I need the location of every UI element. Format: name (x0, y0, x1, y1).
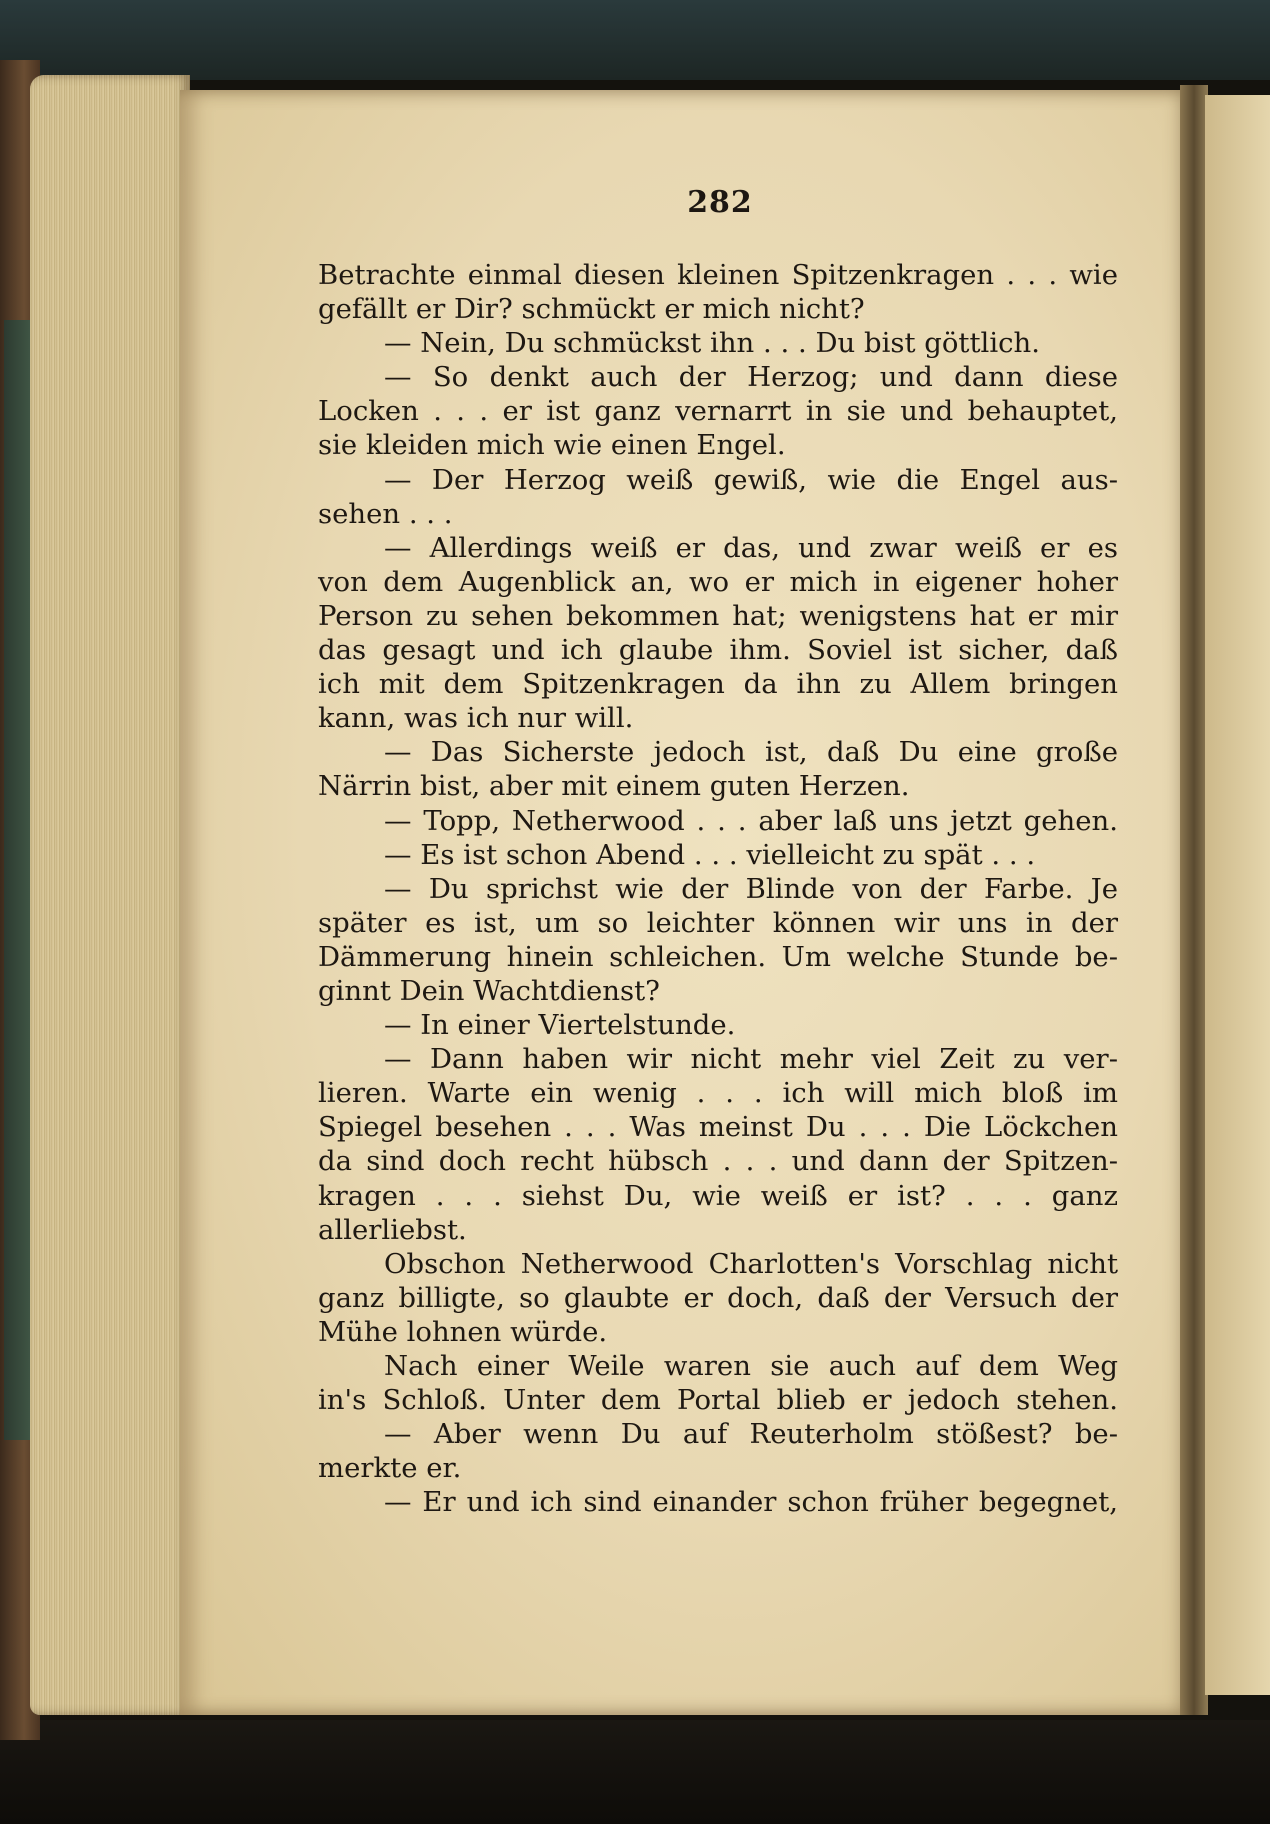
text-line: da sind doch recht hübsch . . . und dann der Spitzen- (318, 1145, 1118, 1178)
text-line: das gesagt und ich glaube ihm. Soviel ist sicher, daß (318, 634, 1118, 667)
text-line: — Dann haben wir nicht mehr viel Zeit zu ver- (384, 1043, 1118, 1076)
text-line: Närrin bist, aber mit einem guten Herzen. (318, 770, 910, 803)
background-bottom (0, 1720, 1270, 1824)
text-line: kann, was ich nur will. (318, 702, 634, 735)
text-line: — In einer Viertelstunde. (384, 1009, 736, 1042)
text-line: — So denkt auch der Herzog; und dann diese (384, 361, 1118, 394)
text-line: allerliebst. (318, 1213, 467, 1246)
text-line: — Topp, Netherwood . . . aber laß uns jetzt gehen. (384, 804, 1118, 837)
text-line: — Aber wenn Du auf Reuterholm stößest? be- (384, 1418, 1118, 1451)
text-line: lieren. Warte ein wenig . . . ich will mich bloß im (318, 1077, 1118, 1110)
text-line: Person zu sehen bekommen hat; wenigstens hat er mir (318, 599, 1118, 632)
text-line: — Nein, Du schmückst ihn . . . Du bist göttlich. (384, 327, 1040, 360)
text-line: Betrachte einmal diesen kleinen Spitzenkragen . . . wie (318, 259, 1118, 291)
text-line: später es ist, um so leichter können wir uns in der (318, 906, 1118, 939)
text-line: Locken . . . er ist ganz vernarrt in sie und behauptet, (318, 395, 1118, 428)
text-line: — Er und ich sind einander schon früher begegnet, (384, 1486, 1118, 1519)
text-line: ich mit dem Spitzenkragen da ihn zu Allem bringen (318, 668, 1118, 701)
text-line: merkte er. (318, 1452, 462, 1485)
text-line: Spiegel besehen . . . Was meinst Du . . . Die Löckchen (318, 1111, 1118, 1144)
page-number: 282 (687, 185, 753, 220)
text-line: Mühe lohnen würde. (318, 1315, 608, 1348)
text-line: Dämmerung hinein schleichen. Um welche Stunde be- (318, 940, 1118, 973)
facing-page-edge (1205, 95, 1270, 1695)
page-edges (30, 75, 190, 1715)
text-line: gefällt er Dir? schmückt er mich nicht? (318, 293, 865, 326)
text-line: in's Schloß. Unter dem Portal blieb er jedoch stehen. (318, 1384, 1118, 1417)
book-gutter (1180, 85, 1208, 1715)
text-line: Obschon Netherwood Charlotten's Vorschlag nicht (384, 1247, 1118, 1280)
text-line: — Das Sicherste jedoch ist, daß Du eine große (384, 736, 1118, 769)
text-line: ginnt Dein Wachtdienst? (318, 974, 660, 1007)
text-line: sie kleiden mich wie einen Engel. (318, 429, 786, 462)
text-line: Nach einer Weile waren sie auch auf dem Weg (384, 1350, 1118, 1382)
text-line: — Du sprichst wie der Blinde von der Farbe. Je (384, 872, 1118, 905)
page-text (318, 258, 1118, 1519)
text-line: kragen . . . siehst Du, wie weiß er ist? . . . ganz (318, 1179, 1118, 1212)
book-cover-cloth (4, 320, 30, 1440)
background-top (0, 0, 1270, 80)
text-line: sehen . . . (318, 497, 453, 530)
text-line: von dem Augenblick an, wo er mich in eigener hoher (318, 565, 1118, 598)
text-line: — Es ist schon Abend . . . vielleicht zu spät . . . (384, 838, 1036, 871)
text-line: ganz billigte, so glaubte er doch, daß der Versuch der (318, 1281, 1118, 1314)
text-line: — Der Herzog weiß gewiß, wie die Engel aus- (384, 463, 1118, 496)
text-line: — Allerdings weiß er das, und zwar weiß er es (384, 531, 1118, 564)
